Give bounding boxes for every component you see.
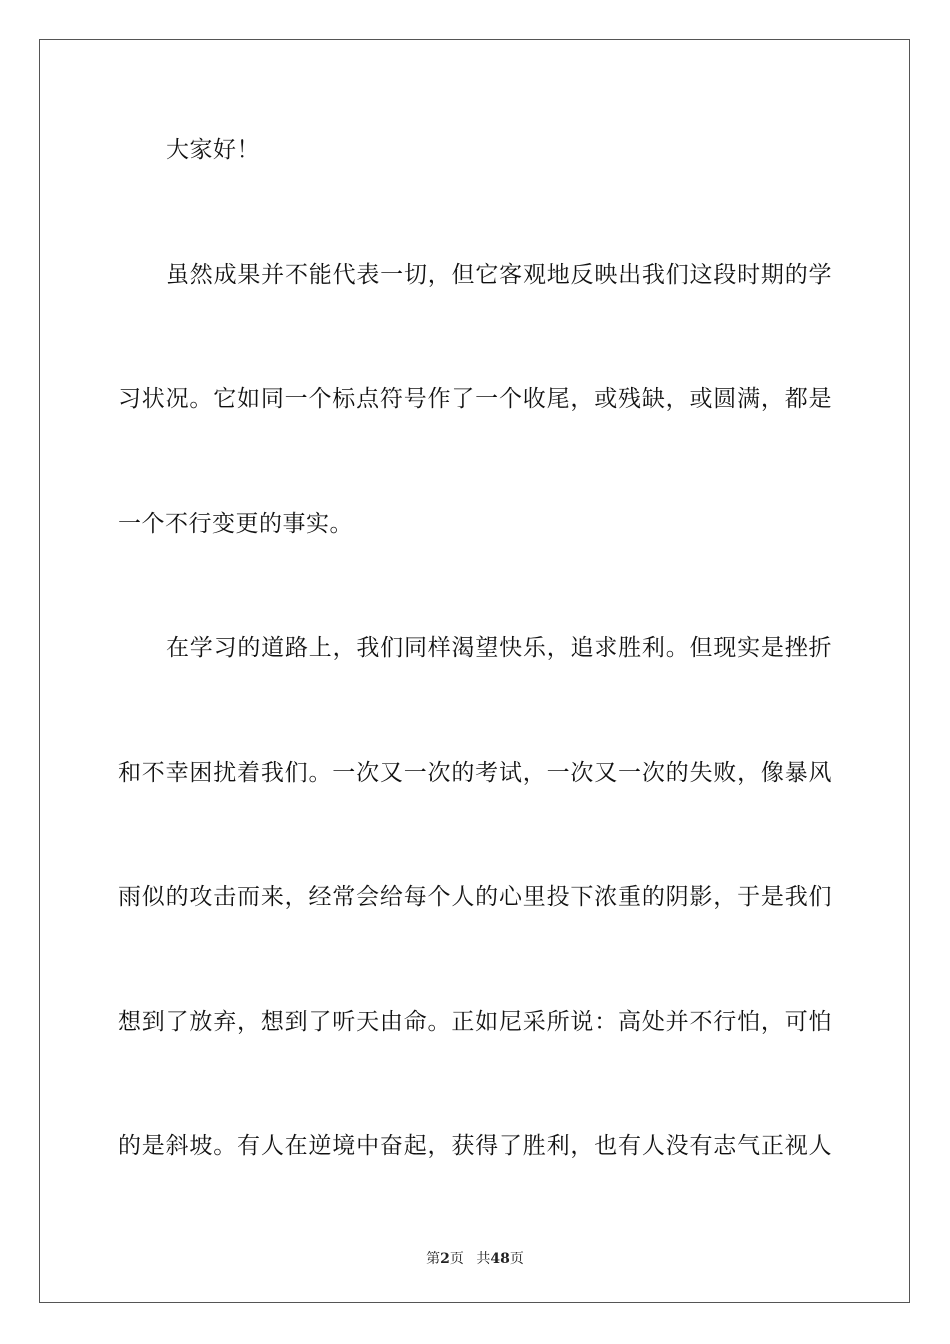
- paragraph-2-line-5: 的是斜坡。有人在逆境中奋起，获得了胜利，也有人没有志气正视人: [118, 1133, 832, 1159]
- page-border: [39, 39, 910, 1303]
- page-suffix: 页: [449, 1251, 464, 1267]
- total-pages: 48: [490, 1251, 510, 1267]
- paragraph-2-line-1: 在学习的道路上，我们同样渴望快乐，追求胜利。但现实是挫折: [166, 635, 832, 661]
- paragraph-1-line-3: 一个不行变更的事实。: [118, 511, 353, 537]
- page-prefix: 第: [426, 1251, 441, 1267]
- greeting-line: 大家好！: [166, 137, 260, 163]
- page-number: 2: [440, 1251, 450, 1267]
- paragraph-2-line-3: 雨似的攻击而来，经常会给每个人的心里投下浓重的阴影，于是我们: [118, 884, 832, 910]
- paragraph-1-line-1: 虽然成果并不能代表一切，但它客观地反映出我们这段时期的学: [166, 262, 832, 288]
- total-suffix: 页: [509, 1251, 524, 1267]
- total-indicator: [476, 1251, 523, 1267]
- page-indicator: [426, 1251, 464, 1267]
- page-footer: [0, 1248, 950, 1268]
- paragraph-2-line-4: 想到了放弃，想到了听天由命。正如尼采所说：高处并不行怕，可怕: [118, 1009, 832, 1035]
- total-prefix: 共: [476, 1251, 491, 1267]
- paragraph-1-line-2: 习状况。它如同一个标点符号作了一个收尾，或残缺，或圆满，都是: [118, 386, 832, 412]
- paragraph-2-line-2: 和不幸困扰着我们。一次又一次的考试，一次又一次的失败，像暴风: [118, 760, 832, 786]
